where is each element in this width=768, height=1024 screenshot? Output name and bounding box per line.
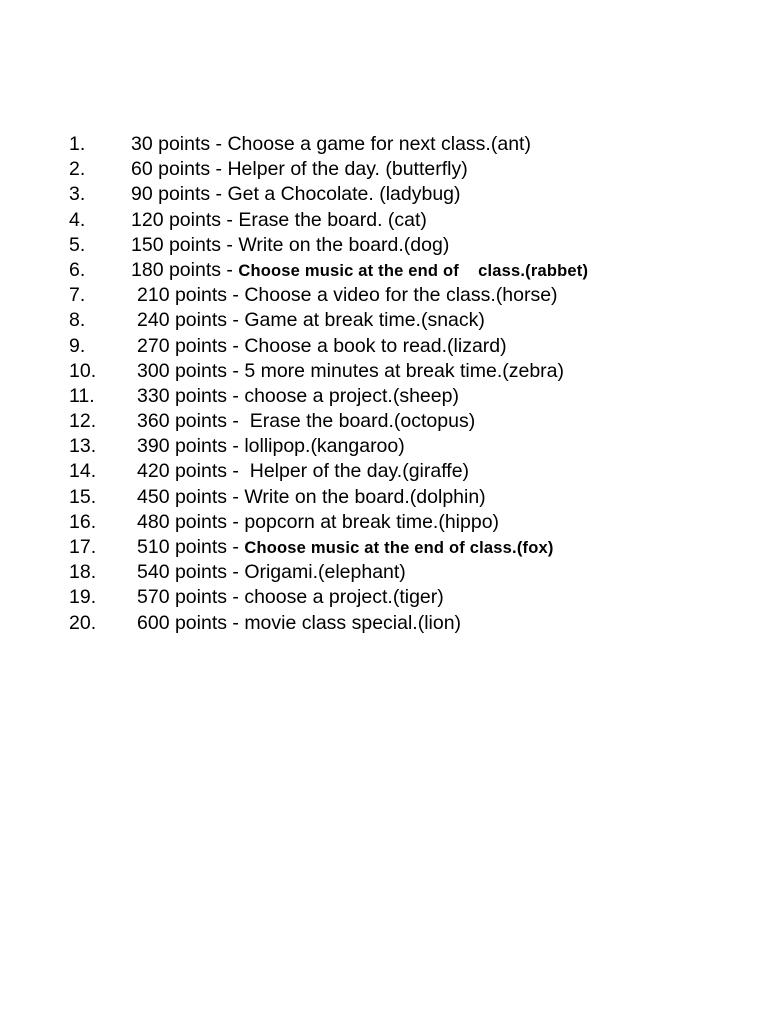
- item-main: 240 points - Game at break time.(snack): [137, 309, 485, 332]
- item-number: 13.: [69, 435, 97, 458]
- item-number: 11.: [69, 384, 95, 407]
- item-text: [137, 459, 469, 484]
- list-item: [0, 560, 768, 585]
- item-number: 9.: [69, 334, 86, 357]
- item-text: [137, 485, 486, 510]
- item-text: [131, 157, 468, 182]
- item-text: [137, 283, 558, 308]
- item-text: [131, 208, 427, 233]
- list-item: [0, 384, 768, 409]
- item-number: 20.: [69, 611, 97, 634]
- reward-list: [0, 132, 768, 636]
- item-main: 540 points - Origami.(elephant): [137, 561, 406, 584]
- item-number: 8.: [69, 309, 86, 332]
- item-number: 3.: [69, 183, 86, 206]
- item-main: 480 points - popcorn at break time.(hippo): [137, 510, 500, 533]
- list-item: [0, 233, 768, 258]
- list-item: [0, 283, 768, 308]
- item-small-text: Choose music at the end of class.(fox): [244, 539, 554, 557]
- item-text: [131, 258, 588, 284]
- item-text: [137, 434, 405, 459]
- item-number: 18.: [69, 561, 97, 584]
- list-item: [0, 157, 768, 182]
- list-item: [0, 208, 768, 233]
- item-text: [137, 334, 507, 359]
- item-text: [137, 359, 564, 384]
- list-item: [0, 585, 768, 610]
- item-main: 510 points -: [137, 536, 245, 558]
- item-main: 210 points - Choose a video for the class.(horse): [137, 284, 558, 307]
- list-item: [0, 611, 768, 636]
- item-number: 15.: [69, 485, 97, 508]
- item-number: 5.: [69, 233, 86, 256]
- list-item: [0, 434, 768, 459]
- item-main: 420 points - Helper of the day.(giraffe): [137, 460, 470, 483]
- item-text: [131, 132, 531, 157]
- item-main: 360 points - Erase the board.(octopus): [137, 410, 476, 433]
- list-item: [0, 308, 768, 333]
- item-main: 600 points - movie class special.(lion): [137, 611, 462, 634]
- item-text: [137, 384, 459, 409]
- item-main: 570 points - choose a project.(tiger): [137, 586, 444, 609]
- item-text: [137, 535, 554, 561]
- list-item: [0, 182, 768, 207]
- item-number: 2.: [69, 158, 86, 181]
- item-main: 60 points - Helper of the day. (butterfly): [131, 158, 468, 181]
- list-item: [0, 334, 768, 359]
- item-main: 30 points - Choose a game for next class.(ant): [131, 133, 531, 155]
- item-main: 180 points -: [131, 258, 239, 281]
- list-item: [0, 459, 768, 484]
- item-main: 390 points - lollipop.(kangaroo): [137, 435, 405, 458]
- list-item: [0, 409, 768, 434]
- item-main: 450 points - Write on the board.(dolphin): [137, 485, 486, 508]
- item-number: 6.: [69, 258, 86, 281]
- item-number: 19.: [69, 586, 97, 609]
- item-text: [137, 560, 406, 585]
- item-main: 300 points - 5 more minutes at break time.(zebra): [137, 359, 565, 382]
- list-item: [0, 535, 768, 560]
- item-number: 10.: [69, 359, 97, 382]
- item-number: 4.: [69, 208, 86, 231]
- item-number: 17.: [69, 536, 97, 558]
- item-main: 120 points - Erase the board. (cat): [131, 208, 427, 231]
- item-text: [131, 182, 461, 207]
- item-text: [131, 233, 449, 258]
- item-text: [137, 611, 461, 636]
- item-main: 150 points - Write on the board.(dog): [131, 233, 450, 256]
- item-number: 1.: [69, 133, 86, 155]
- item-number: 12.: [69, 410, 97, 433]
- item-text: [137, 585, 444, 610]
- item-text: [137, 409, 475, 434]
- item-text: [137, 510, 499, 535]
- item-number: 16.: [69, 510, 97, 533]
- item-main: 330 points - choose a project.(sheep): [137, 384, 459, 407]
- item-number: 7.: [69, 284, 86, 307]
- list-item: [0, 359, 768, 384]
- item-text: [137, 308, 485, 333]
- item-small-text: Choose music at the end of class.(rabbet): [238, 261, 589, 280]
- item-main: 270 points - Choose a book to read.(lizard): [137, 334, 507, 357]
- item-main: 90 points - Get a Chocolate. (ladybug): [131, 183, 461, 206]
- list-item: [0, 132, 768, 157]
- item-number: 14.: [69, 460, 97, 483]
- list-item: [0, 510, 768, 535]
- list-item: [0, 258, 768, 283]
- list-item: [0, 485, 768, 510]
